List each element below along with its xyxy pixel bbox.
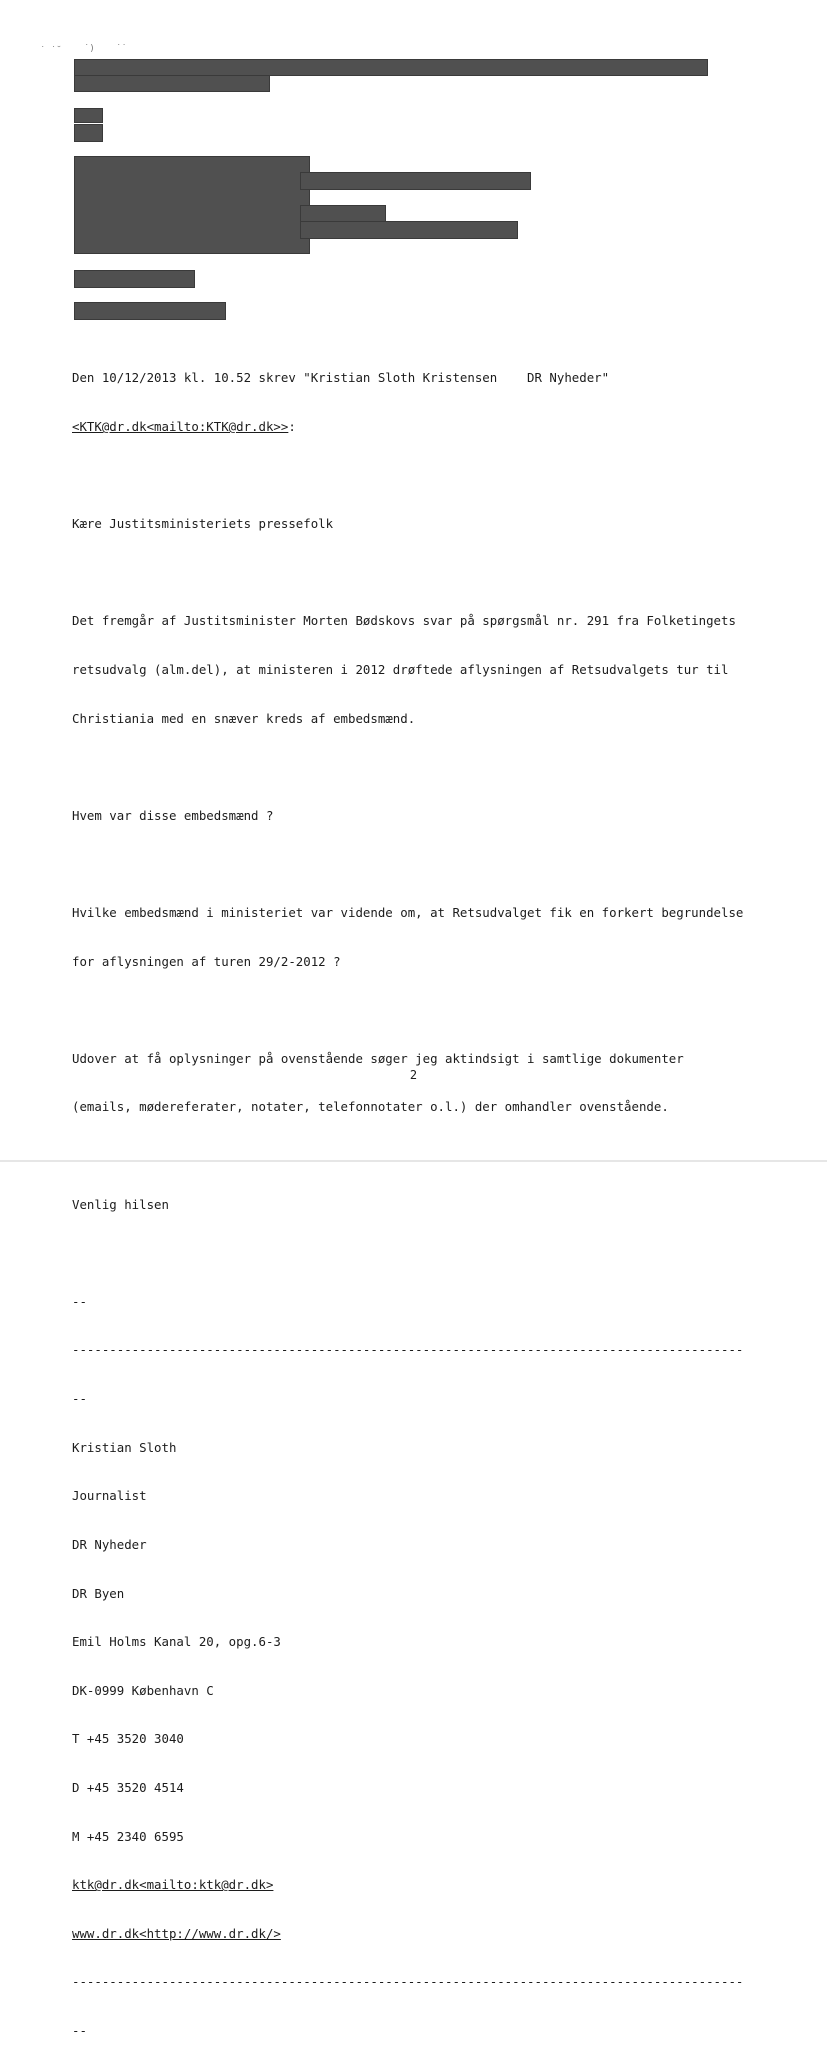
question-line: for aflysningen af turen 29/2-2012 ?: [72, 953, 341, 969]
signature-separator-short: --: [72, 2023, 87, 2039]
header-colon: :: [288, 419, 296, 435]
paragraph-line: retsudvalg (alm.del), at ministeren i 2012 drøftede aflysningen af Retsudvalgets tur til: [72, 662, 729, 678]
email-body: [72, 338, 782, 2055]
redaction-block: [74, 270, 195, 288]
signature-phone: D +45 3520 4514: [72, 1779, 184, 1795]
greeting: Kære Justitsministeriets pressefolk: [72, 516, 334, 532]
signature-separator-long: ------------------------------------------------------------------------------------------: [72, 1342, 744, 1358]
signature-separator-short: --: [72, 1293, 87, 1309]
question-line: Hvem var disse embedsmænd ?: [72, 807, 274, 823]
redaction-block: [74, 75, 270, 92]
signature-title: Journalist: [72, 1488, 147, 1504]
scan-artifact: ˙ ˙˘: [40, 46, 62, 56]
signature-web-link[interactable]: www.dr.dk<http://www.dr.dk/>: [72, 1925, 281, 1941]
redaction-block: [74, 108, 103, 123]
scan-artifact: ˙˙: [116, 44, 127, 54]
page-number: 2: [409, 1068, 418, 1082]
signature-department: DR Nyheder: [72, 1536, 147, 1552]
paragraph-line: Christiania med en snæver kreds af embedsmænd.: [72, 710, 416, 726]
signature-name: Kristian Sloth: [72, 1439, 177, 1455]
email-header-address: [72, 419, 782, 435]
redaction-block: [74, 302, 226, 320]
signature-city: DK-0999 København C: [72, 1682, 214, 1698]
redaction-block: [300, 172, 531, 190]
scan-edge-line: [0, 1160, 827, 1162]
email-header-line: Den 10/12/2013 kl. 10.52 skrev "Kristian Sloth Kristensen DR Nyheder": [72, 370, 610, 386]
scan-artifact: ˙): [84, 44, 95, 54]
redaction-block: [74, 156, 310, 254]
sender-email-link[interactable]: <KTK@dr.dk<mailto:KTK@dr.dk>>: [72, 419, 289, 435]
signature-location: DR Byen: [72, 1585, 125, 1601]
paragraph-line: Det fremgår af Justitsminister Morten Bødskovs svar på spørgsmål nr. 291 fra Folketingets: [72, 613, 736, 629]
redaction-block: [300, 221, 518, 239]
request-line: (emails, mødereferater, notater, telefonnotater o.l.) der omhandler ovenstående.: [72, 1099, 669, 1115]
question-line: Hvilke embedsmænd i ministeriet var vidende om, at Retsudvalget fik en forkert begrundelse: [72, 905, 744, 921]
signature-phone: T +45 3520 3040: [72, 1731, 184, 1747]
redaction-block: [74, 124, 103, 142]
closing: Venlig hilsen: [72, 1196, 169, 1212]
redaction-block: [74, 59, 708, 76]
signature-phone: M +45 2340 6595: [72, 1828, 184, 1844]
signature-separator-short: --: [72, 1391, 87, 1407]
signature-email-link[interactable]: ktk@dr.dk<mailto:ktk@dr.dk>: [72, 1877, 274, 1893]
signature-separator-long: ------------------------------------------------------------------------------------------: [72, 1974, 744, 1990]
request-line: Udover at få oplysninger på ovenstående søger jeg aktindsigt i samtlige dokumenter: [72, 1050, 684, 1066]
signature-street: Emil Holms Kanal 20, opg.6-3: [72, 1634, 281, 1650]
